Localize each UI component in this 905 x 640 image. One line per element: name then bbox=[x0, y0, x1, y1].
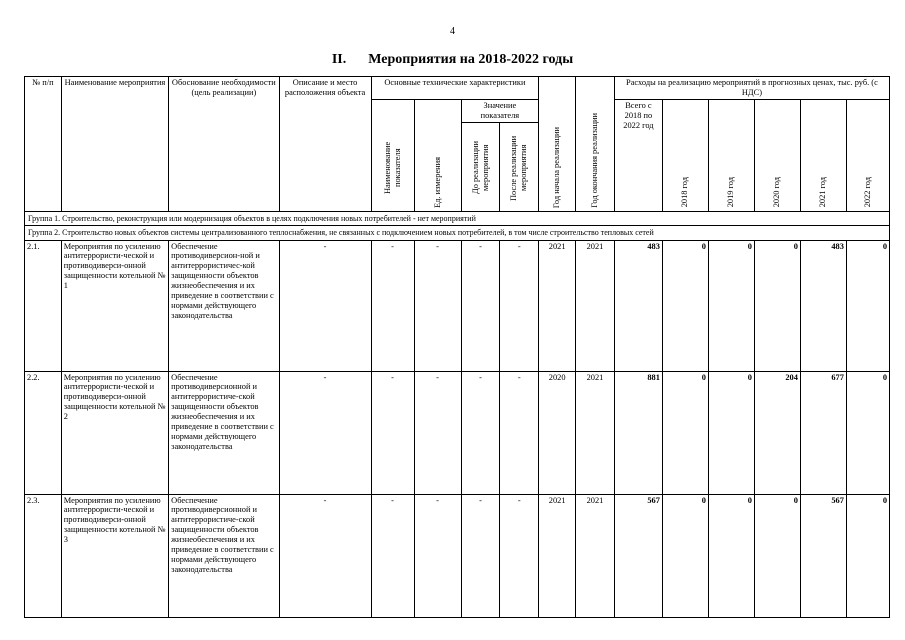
row-indicator-name: - bbox=[371, 494, 414, 617]
page-number: 4 bbox=[450, 26, 455, 37]
row-2019: 0 bbox=[708, 371, 754, 494]
row-unit: - bbox=[414, 371, 461, 494]
group-2-row: Группа 2. Строительство новых объектов системы централизованного теплоснабжения, не связанных с подключением новых потребителей, в том числе строительство тепловых сетей bbox=[25, 226, 890, 240]
row-end-year: 2021 bbox=[576, 240, 615, 371]
header-2018: 2018 год bbox=[662, 99, 708, 211]
header-tech: Основные технические характеристики bbox=[371, 77, 539, 100]
row-2021: 483 bbox=[800, 240, 846, 371]
row-start-year: 2021 bbox=[539, 240, 576, 371]
row-num: 2.1. bbox=[25, 240, 62, 371]
row-indicator-name: - bbox=[371, 371, 414, 494]
row-justification: Обеспечение противодиверсионной и антитеррористиче-ской защищенности объектов жизнеобеспечения и их приведение в соответствии с нормами действующего законодательства bbox=[169, 371, 279, 494]
section-title bbox=[0, 52, 905, 68]
row-justification: Обеспечение противодиверсионной и антитеррористиче-ской защищенности объектов жизнеобеспечения и их приведение в соответствии с нормами действующего законодательства bbox=[169, 494, 279, 617]
header-2019: 2019 год bbox=[708, 99, 754, 211]
header-total: Всего с 2018 по 2022 год bbox=[614, 99, 662, 211]
table-row bbox=[25, 494, 890, 617]
row-2022: 0 bbox=[846, 494, 889, 617]
row-num: 2.2. bbox=[25, 371, 62, 494]
row-justification: Обеспечение противодиверсион-ной и антитеррористичес-кой защищенности объектов жизнеобеспечения и их приведение в соответствии с нормами действующего законодательства bbox=[169, 240, 279, 371]
row-after: - bbox=[500, 371, 539, 494]
row-start-year: 2020 bbox=[539, 371, 576, 494]
row-total: 881 bbox=[614, 371, 662, 494]
table-row bbox=[25, 371, 890, 494]
section-number: II. bbox=[331, 52, 347, 67]
row-end-year: 2021 bbox=[576, 494, 615, 617]
row-num: 2.3. bbox=[25, 494, 62, 617]
row-2022: 0 bbox=[846, 371, 889, 494]
row-description: - bbox=[279, 494, 371, 617]
row-2019: 0 bbox=[708, 494, 754, 617]
row-total: 567 bbox=[614, 494, 662, 617]
section-heading: Мероприятия на 2018-2022 годы bbox=[368, 52, 574, 67]
row-name: Мероприятия по усилению антитеррористи-ческой и противодиверси-онной защищенности котельной № 1 bbox=[61, 240, 168, 371]
row-2021: 567 bbox=[800, 494, 846, 617]
row-unit: - bbox=[414, 240, 461, 371]
header-description: Описание и место расположения объекта bbox=[279, 77, 371, 212]
row-description: - bbox=[279, 240, 371, 371]
row-before: - bbox=[461, 371, 500, 494]
header-name: Наименование мероприятия bbox=[61, 77, 168, 212]
measures-table bbox=[24, 76, 890, 618]
row-unit: - bbox=[414, 494, 461, 617]
header-2022: 2022 год bbox=[846, 99, 889, 211]
header-after: После реализации мероприятия bbox=[500, 122, 539, 211]
header-expenses: Расходы на реализацию мероприятий в прогнозных ценах, тыс. руб. (с НДС) bbox=[614, 77, 889, 100]
header-start-year: Год начала реализации bbox=[539, 77, 576, 212]
row-before: - bbox=[461, 240, 500, 371]
row-2020: 0 bbox=[754, 240, 800, 371]
row-after: - bbox=[500, 494, 539, 617]
row-indicator-name: - bbox=[371, 240, 414, 371]
row-2022: 0 bbox=[846, 240, 889, 371]
row-end-year: 2021 bbox=[576, 371, 615, 494]
row-2018: 0 bbox=[662, 371, 708, 494]
header-indicator-value: Значение показателя bbox=[461, 99, 539, 122]
row-name: Мероприятия по усилению антитеррористи-ческой и противодиверси-онной защищенности котельной № 3 bbox=[61, 494, 168, 617]
row-2018: 0 bbox=[662, 240, 708, 371]
row-2018: 0 bbox=[662, 494, 708, 617]
row-2021: 677 bbox=[800, 371, 846, 494]
header-before: До реализации мероприятия bbox=[461, 122, 500, 211]
header-2021: 2021 год bbox=[800, 99, 846, 211]
header-2020: 2020 год bbox=[754, 99, 800, 211]
row-start-year: 2021 bbox=[539, 494, 576, 617]
header-unit: Ед. измерения bbox=[414, 99, 461, 211]
header-end-year: Год окончания реализации bbox=[576, 77, 615, 212]
header-indicator-name: Наименование показателя bbox=[371, 99, 414, 211]
header-num: № п/п bbox=[25, 77, 62, 212]
row-total: 483 bbox=[614, 240, 662, 371]
row-2020: 0 bbox=[754, 494, 800, 617]
row-description: - bbox=[279, 371, 371, 494]
row-after: - bbox=[500, 240, 539, 371]
row-name: Мероприятия по усилению антитеррористи-ческой и противодиверси-онной защищенности котельной № 2 bbox=[61, 371, 168, 494]
table-row bbox=[25, 240, 890, 371]
header-justification: Обоснование необходимости (цель реализации) bbox=[169, 77, 279, 212]
row-before: - bbox=[461, 494, 500, 617]
group-1-row: Группа 1. Строительство, реконструкция или модернизация объектов в целях подключения новых потребителей - нет мероприятий bbox=[25, 211, 890, 225]
row-2019: 0 bbox=[708, 240, 754, 371]
row-2020: 204 bbox=[754, 371, 800, 494]
